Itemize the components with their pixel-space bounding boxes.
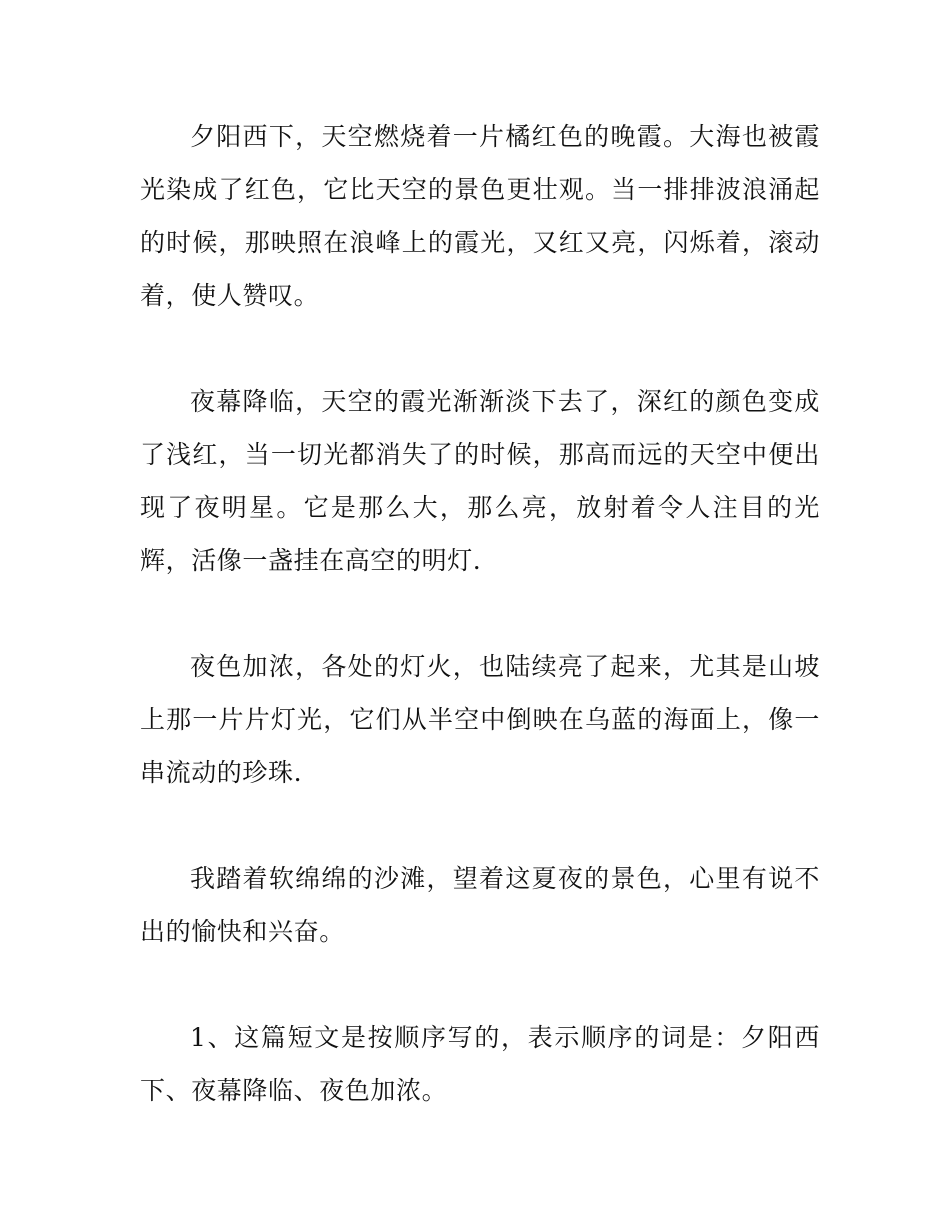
paragraph-deepening-night: 夜色加浓，各处的灯火，也陆续亮了起来，尤其是山坡上那一片片灯光，它们从半空中倒映在乌蓝的海面上，像一串流动的珍珠. [140, 652, 820, 787]
paragraph-beach: 我踏着软绵绵的沙滩，望着这夏夜的景色，心里有说不出的愉快和兴奋。 [140, 864, 820, 946]
question-1: 1、这篇短文是按顺序写的，表示顺序的词是：夕阳西下、夜幕降临、夜色加浓。 [140, 1023, 820, 1105]
paragraph-sunset: 夕阳西下，天空燃烧着一片橘红色的晚霞。大海也被霞光染成了红色，它比天空的景色更壮观。当一排排波浪涌起的时候，那映照在浪峰上的霞光，又红又亮，闪烁着，滚动着，使人赞叹。 [140, 122, 820, 310]
document-body [140, 110, 820, 1117]
paragraph-nightfall: 夜幕降临，天空的霞光渐渐淡下去了，深红的颜色变成了浅红，当一切光都消失了的时候，那高而远的天空中便出现了夜明星。它是那么大，那么亮，放射着令人注目的光辉，活像一盏挂在高空的明灯. [140, 387, 820, 575]
